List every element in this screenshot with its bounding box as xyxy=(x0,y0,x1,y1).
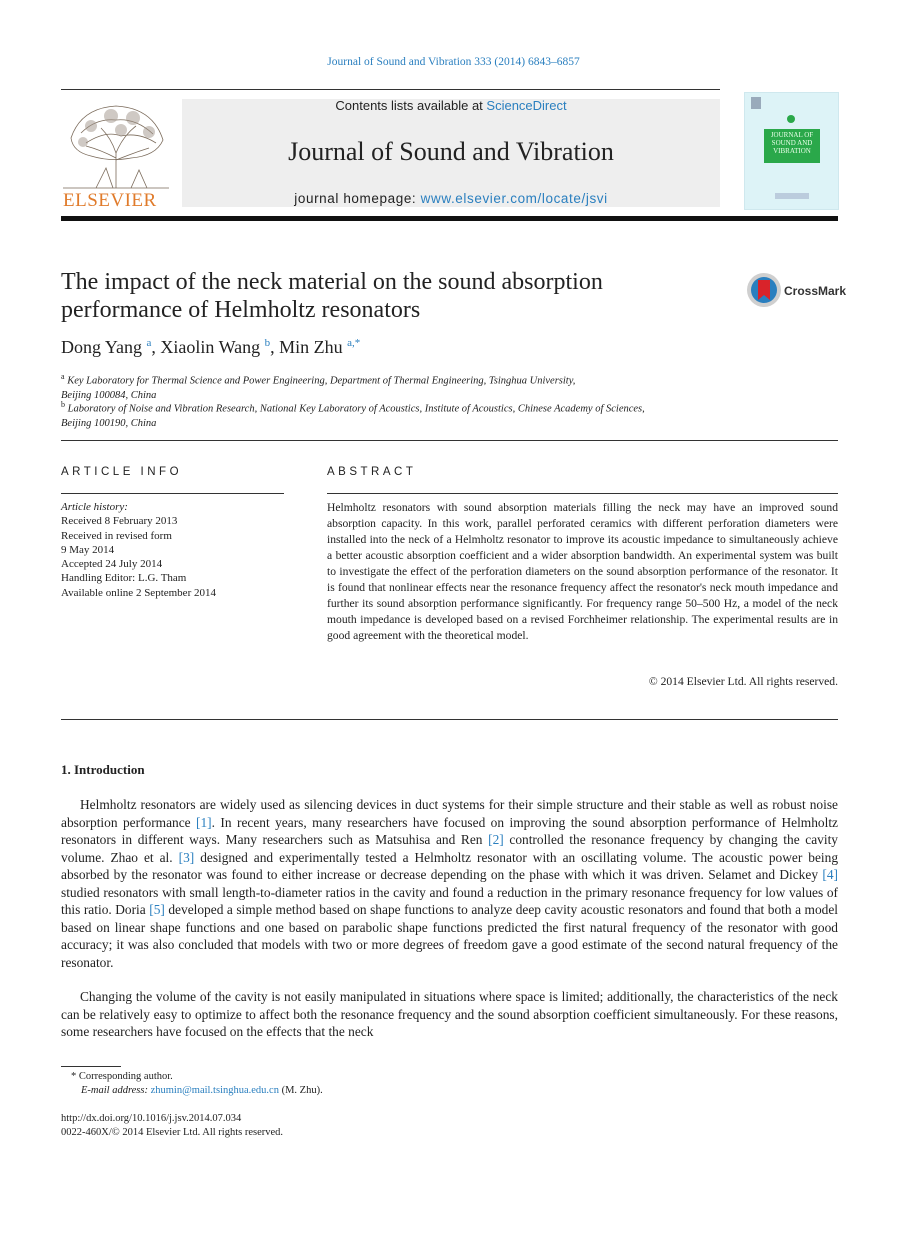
affiliation-mark: b xyxy=(61,400,65,409)
contents-prefix: Contents lists available at xyxy=(335,98,487,113)
contents-line xyxy=(182,98,720,113)
history-line: 9 May 2014 xyxy=(61,543,115,556)
intro-text: . In recent years, many researchers have focused on improving the sound absorption performance of Helmholtz resonators in different ways. Many researchers such as Matsuhisa and Ren xyxy=(61,814,838,847)
article-info-rule xyxy=(61,493,284,494)
journal-cover-thumbnail[interactable] xyxy=(744,92,839,210)
header-rule xyxy=(61,89,720,90)
intro-text: designed and experimentally tested a Helmholtz resonator with an oscillating volume. The acoustic power being absorbed by the resonator was found to either increase or decrease depending on the phase with which it was driven. Selamet and Dickey xyxy=(61,849,839,882)
intro-text: Helmholtz resonators are widely used as silencing devices in duct systems for their simple structure and their stable as well as robust noise absorption performance xyxy=(61,797,838,830)
intro-text: controlled the resonance frequency by changing the cavity volume. Zhao et al. xyxy=(61,832,838,865)
history-line: Available online 2 September 2014 xyxy=(61,586,216,599)
crossmark-icon xyxy=(746,272,782,308)
email-suffix: (M. Zhu). xyxy=(278,1085,323,1096)
intro-text: studied resonators with small length-to-diameter ratios in the cavity and found a reduction in the primary resonance frequency for low values of this ratio. Doria xyxy=(61,884,838,917)
affiliation-b xyxy=(61,398,645,431)
issn-copyright: 0022-460X/© 2014 Elsevier Ltd. All rights reserved. xyxy=(61,1127,284,1138)
sciencedirect-link[interactable]: ScienceDirect xyxy=(486,98,567,113)
crossmark-badge[interactable] xyxy=(746,272,782,313)
reference-link-1[interactable]: [1] xyxy=(196,814,212,830)
affiliation-text-2: Beijing 100084, China xyxy=(61,389,157,401)
footnote-rule xyxy=(61,1066,121,1067)
publisher-name: ELSEVIER xyxy=(63,190,157,211)
author-name[interactable]: Xiaolin Wang xyxy=(160,337,261,357)
history-label: Article history: xyxy=(61,501,128,513)
author-affiliation-mark[interactable]: a,* xyxy=(347,337,361,349)
header-thick-rule xyxy=(61,216,838,221)
cover-corner-icon xyxy=(751,97,761,109)
email-link[interactable]: zhumin@mail.tsinghua.edu.cn xyxy=(150,1085,279,1096)
affiliation-text-2: Beijing 100190, China xyxy=(61,417,157,429)
homepage-prefix: journal homepage: xyxy=(294,191,421,206)
history-line: Handling Editor: L.G. Tham xyxy=(61,572,187,585)
reference-link-3[interactable]: [3] xyxy=(178,849,195,865)
history-line: Received in revised form xyxy=(61,529,172,542)
affiliation-text: Laboratory of Noise and Vibration Research, National Key Laboratory of Acoustics, Institute of Acoustics, Chinese Academy of Sciences, xyxy=(67,403,645,415)
cover-title: JOURNAL OF SOUND AND VIBRATION xyxy=(764,129,820,163)
intro-paragraph-2: Changing the volume of the cavity is not easily manipulated in situations where space is limited; additionally, the characteristics of the neck can be relatively easy to optimize to affect both the resonance frequency and the sound absorption coefficient simultaneously. For these reasons, some researchers have focused on the effects that the neck xyxy=(61,989,838,1039)
homepage-link[interactable]: www.elsevier.com/locate/jsvi xyxy=(420,191,608,206)
reference-link-2[interactable]: [2] xyxy=(488,832,504,847)
intro-paragraph-1 xyxy=(61,796,838,971)
journal-homepage-line xyxy=(182,191,720,206)
author-list: Dong Yang $^a$, Xiaolin Wang $^b$, Min Zhu $^{a,*}$ xyxy=(61,337,361,357)
history-line: Received 8 February 2013 xyxy=(61,515,178,528)
abstract-heading: ABSTRACT xyxy=(327,466,417,478)
author-affiliation-mark[interactable]: b xyxy=(264,337,271,349)
article-info-heading: ARTICLE INFO xyxy=(61,466,183,478)
affiliation-rule xyxy=(61,440,838,441)
affiliation-text: Key Laboratory for Thermal Science and Power Engineering, Department of Thermal Engineering, Tsinghua University, xyxy=(67,375,576,387)
affiliation-mark: a xyxy=(61,372,65,381)
elsevier-logo[interactable] xyxy=(61,98,171,210)
abstract-text: Helmholtz resonators with sound absorption materials filling the neck may have an improved sound absorption capacity. In this work, parallel perforated ceramics with different perforation diameters were installed into the neck of a Helmholtz resonator to improve its acoustic impedance to simultaneously achieve a better acoustic absorption coefficient and a wider absorption bandwidth. An experimental system was built to investigate the effect of the perforation diameters on the sound absorption performance of the resonator. It is found that nonlinear effects near the resonance frequency affect the resonator's neck mouth impedance and further its sound absorption performance significantly. For frequency range 50–500 Hz, a model of the neck mouth impedance is developed based on a revised Forchheimer relationship. The experimental results are in good agreement with the theoretical model. xyxy=(327,501,838,642)
corresponding-author-note: * Corresponding author. xyxy=(71,1071,173,1082)
cover-publisher-mark-icon xyxy=(775,193,809,199)
author-name[interactable]: Dong Yang xyxy=(61,337,143,357)
abstract-copyright: © 2014 Elsevier Ltd. All rights reserved. xyxy=(648,675,838,688)
crossmark-label[interactable]: CrossMark xyxy=(784,284,847,298)
abstract-rule xyxy=(327,493,838,494)
elsevier-tree-icon xyxy=(61,98,171,190)
intro-text: developed a simple method based on shape functions to analyze deep cavity acoustic resonators and found that both a model based on linear shape functions and one based on parabolic shape functions predicted the first natural frequency of the resonator with good accuracy; it was also concluded that models with two or more degrees of freedom gave a good estimate of the second natural frequency of the resonator. xyxy=(61,902,839,970)
section-heading-introduction: 1. Introduction xyxy=(61,762,145,777)
author-affiliation-mark[interactable]: a xyxy=(146,337,152,349)
email-label: E-mail address: xyxy=(81,1085,151,1096)
reference-link-5[interactable]: [5] xyxy=(149,902,165,917)
journal-citation[interactable]: Journal of Sound and Vibration 333 (2014) 6843–6857 xyxy=(327,56,580,68)
article-history xyxy=(61,500,216,600)
cover-dot-icon xyxy=(787,115,795,123)
author-name[interactable]: Min Zhu xyxy=(279,337,343,357)
abstract-bottom-rule xyxy=(61,719,838,720)
doi-link[interactable]: http://dx.doi.org/10.1016/j.jsv.2014.07.034 xyxy=(61,1113,242,1124)
reference-link-4[interactable]: [4] xyxy=(822,867,838,882)
email-footnote xyxy=(61,1084,323,1098)
journal-title: Journal of Sound and Vibration xyxy=(288,137,614,166)
article-title: The impact of the neck material on the sound absorption performance of Helmholtz resonators xyxy=(61,269,603,323)
history-line: Accepted 24 July 2014 xyxy=(61,558,163,571)
